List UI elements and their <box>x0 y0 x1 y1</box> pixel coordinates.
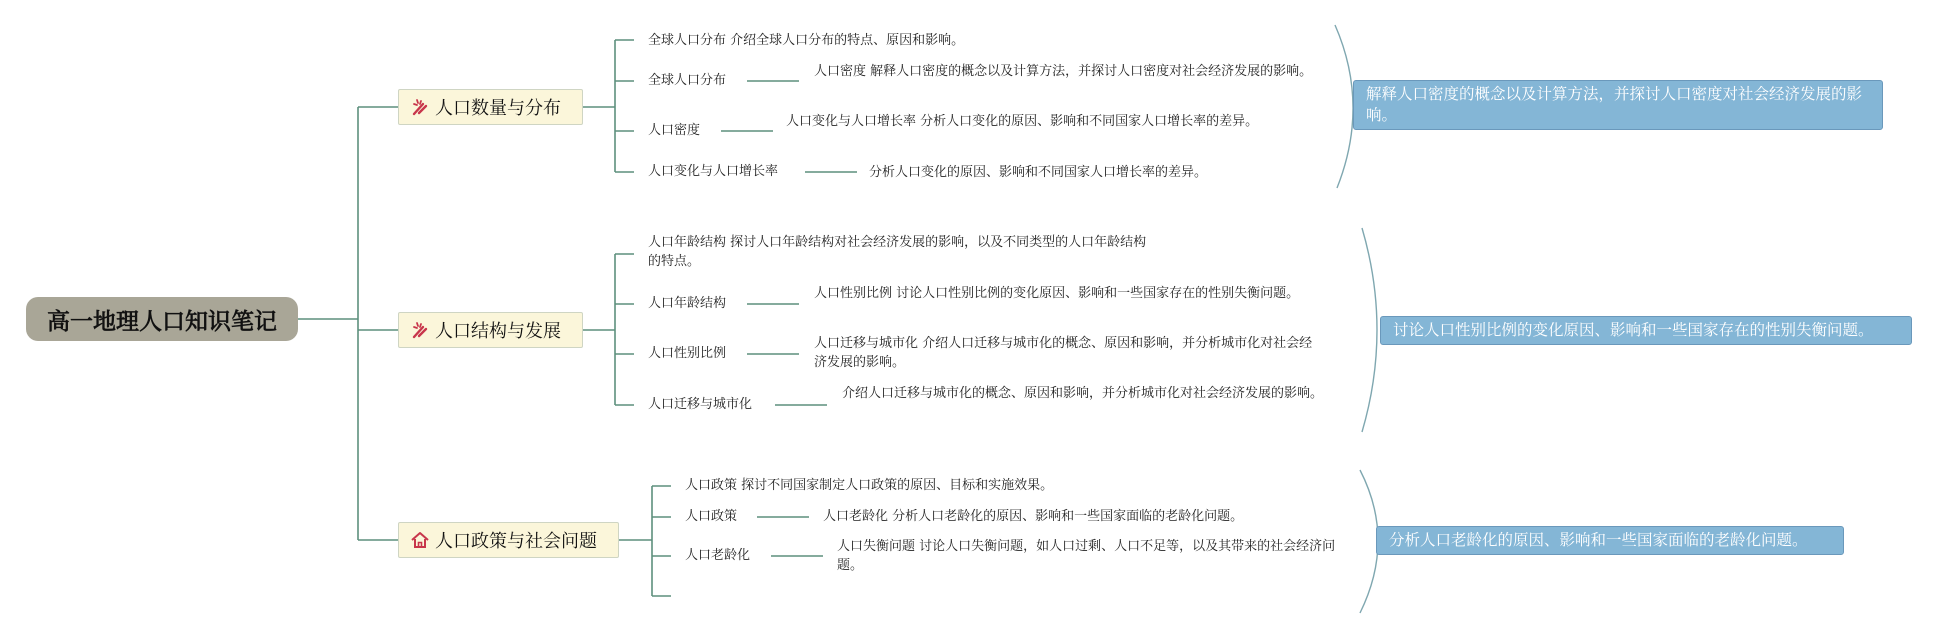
subtopic-label[interactable]: 人口变化与人口增长率 <box>648 164 779 179</box>
subtopic-label[interactable]: 人口政策 <box>685 509 738 524</box>
subtopic-label[interactable]: 人口性别比例 <box>648 346 727 361</box>
sparkle-icon <box>409 319 431 341</box>
subtopic-description[interactable]: 分析人口变化的原因、影响和不同国家人口增长率的差异。 <box>869 165 1208 180</box>
subtopic-label[interactable]: 人口密度 <box>648 123 701 138</box>
branch-heading[interactable]: 人口政策 探讨不同国家制定人口政策的原因、目标和实施效果。 <box>685 478 1054 493</box>
sparkle-icon <box>409 96 431 118</box>
subtopic-description[interactable]: 人口迁移与城市化 介绍人口迁移与城市化的概念、原因和影响，并分析城市化对社会经济发展的影响。 <box>814 336 1313 370</box>
subtopic-label[interactable]: 全球人口分布 <box>648 73 727 88</box>
branch-heading[interactable]: 全球人口分布 介绍全球人口分布的特点、原因和影响。 <box>648 33 965 48</box>
subtopic-label[interactable]: 人口迁移与城市化 <box>648 397 753 412</box>
subtopic-description[interactable]: 人口密度 解释人口密度的概念以及计算方法，并探讨人口密度对社会经济发展的影响。 <box>814 64 1313 79</box>
subtopic-description[interactable]: 人口失衡问题 讨论人口失衡问题，如人口过剩、人口不足等，以及其带来的社会经济问题。 <box>837 539 1336 573</box>
summary-box[interactable]: 讨论人口性别比例的变化原因、影响和一些国家存在的性别失衡问题。 <box>1380 316 1912 345</box>
subtopic-description[interactable]: 介绍人口迁移与城市化的概念、原因和影响，并分析城市化对社会经济发展的影响。 <box>842 386 1324 401</box>
subtopic-description[interactable]: 人口性别比例 讨论人口性别比例的变化原因、影响和一些国家存在的性别失衡问题。 <box>814 286 1300 301</box>
branch-topic-population-structure[interactable]: 人口结构与发展 <box>398 312 583 348</box>
summary-box[interactable]: 分析人口老龄化的原因、影响和一些国家面临的老龄化问题。 <box>1376 526 1844 555</box>
branch-topic-population-distribution[interactable]: 人口数量与分布 <box>398 89 583 125</box>
branch-topic-population-policy[interactable]: 人口政策与社会问题 <box>398 522 619 558</box>
root-topic[interactable]: 高一地理人口知识笔记 <box>26 297 298 341</box>
house-icon <box>409 529 431 551</box>
subtopic-description[interactable]: 人口变化与人口增长率 分析人口变化的原因、影响和不同国家人口增长率的差异。 <box>786 114 1259 129</box>
summary-box[interactable]: 解释人口密度的概念以及计算方法，并探讨人口密度对社会经济发展的影响。 <box>1353 80 1883 130</box>
subtopic-label[interactable]: 人口老龄化 <box>685 548 751 563</box>
subtopic-description[interactable]: 人口老龄化 分析人口老龄化的原因、影响和一些国家面临的老龄化问题。 <box>823 509 1244 524</box>
branch-heading[interactable]: 人口年龄结构 探讨人口年龄结构对社会经济发展的影响，以及不同类型的人口年龄结构的特点。 <box>648 235 1147 269</box>
subtopic-label[interactable]: 人口年龄结构 <box>648 296 727 311</box>
